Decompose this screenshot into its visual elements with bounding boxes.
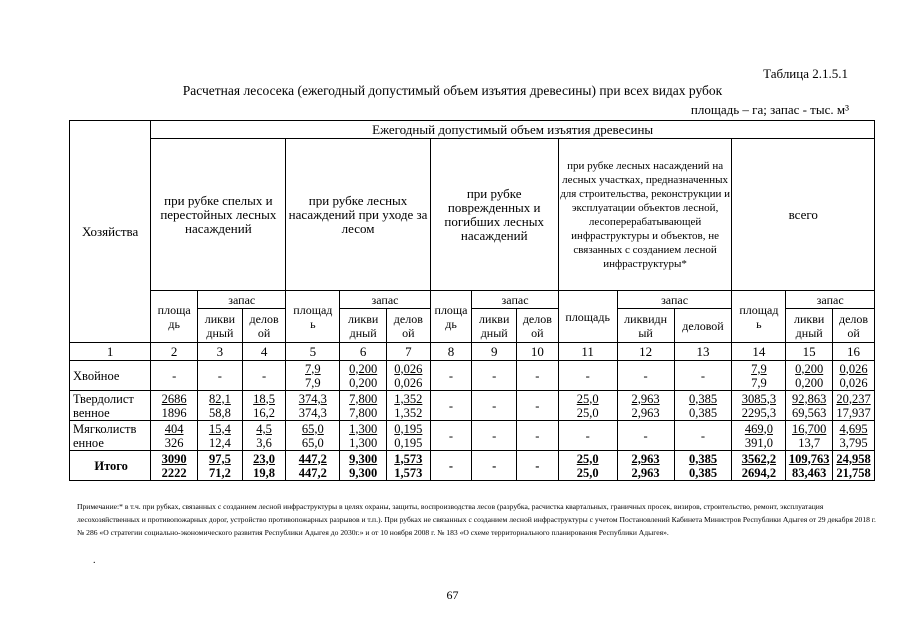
header-liquid-2: ликви дный [340, 309, 387, 343]
column-number: 1 [70, 343, 151, 361]
table-cell: 1,573 1,573 [387, 451, 431, 481]
row-label: Твердолист венное [70, 391, 151, 421]
header-business-5: делов ой [833, 309, 875, 343]
units-label: площадь – га; запас - тыс. м³ [690, 102, 849, 117]
table-cell: 24,958 21,758 [833, 451, 875, 481]
table-cell: 374,3 374,3 [286, 391, 340, 421]
table-cell: 7,9 7,9 [286, 361, 340, 391]
header-area-2: площад ь [286, 291, 340, 343]
column-number: 14 [732, 343, 786, 361]
table-cell: 1,300 1,300 [340, 421, 387, 451]
table-cell: 404 326 [151, 421, 198, 451]
table-cell: - [430, 391, 472, 421]
table-cell: - [472, 361, 517, 391]
column-number: 5 [286, 343, 340, 361]
header-care-cut: при рубке лесных насаждений при уходе за лесом [286, 139, 430, 291]
table-cell: 65,0 65,0 [286, 421, 340, 451]
table-cell: 23,0 19,8 [242, 451, 286, 481]
stray-dot: . [93, 555, 96, 566]
table-cell: - [617, 421, 674, 451]
column-number: 12 [617, 343, 674, 361]
header-stock-1: запас [198, 291, 286, 309]
table-cell: - [151, 361, 198, 391]
table-cell: - [674, 361, 732, 391]
header-liquid-4: ликвидн ый [617, 309, 674, 343]
table-cell: 25,0 25,0 [558, 451, 617, 481]
header-liquid-3: ликви дный [472, 309, 517, 343]
table-cell: - [430, 421, 472, 451]
table-cell: 97,5 71,2 [198, 451, 243, 481]
table-cell: 0,026 0,026 [833, 361, 875, 391]
header-stock-5: запас [786, 291, 875, 309]
column-number: 8 [430, 343, 472, 361]
header-business-1: делов ой [242, 309, 286, 343]
header-business-4: деловой [674, 309, 732, 343]
column-number: 16 [833, 343, 875, 361]
table-cell: 447,2 447,2 [286, 451, 340, 481]
table-cell: 4,695 3,795 [833, 421, 875, 451]
row-label: Итого [70, 451, 151, 481]
table-cell: 18,5 16,2 [242, 391, 286, 421]
table-cell: 3085,3 2295,3 [732, 391, 786, 421]
header-area-4: площадь [558, 291, 617, 343]
header-business-3: делов ой [517, 309, 559, 343]
table-cell: - [430, 361, 472, 391]
header-business-2: делов ой [387, 309, 431, 343]
column-number: 15 [786, 343, 833, 361]
header-farms: Хозяйства [70, 121, 151, 343]
table-cell: 469,0 391,0 [732, 421, 786, 451]
table-cell: - [472, 421, 517, 451]
table-cell: 109,763 83,463 [786, 451, 833, 481]
table-cell: 0,200 0,200 [340, 361, 387, 391]
allowable-cut-table [69, 120, 875, 481]
footnote: Примечание:* в т.ч. при рубках, связанных с созданием лесной инфраструктуры в целях охраны, защиты, воспроизводства лесов (разрубка, расчистка квартальных, граничных просек, визиров, строительство, ремонт, эксплуатация лесохозяйственных и противопожарных дорог, устройство противопожарных разрывов и т.п.). При рубках не связанных с созданием лесной инфраструктуры с учетом Постановлений Кабинета Министров Республики Адыгея от 29 декабря 2018 г. № 286 «О стратегии социально-экономического развития Республики Адыгея до 2030г.» и от 10 ноября 2008 г. № 183 «О схеме территориального планирования Республики Адыгея». [77, 502, 876, 537]
column-number: 13 [674, 343, 732, 361]
table-cell: 0,026 0,026 [387, 361, 431, 391]
header-annual: Ежегодный допустимый объем изъятия древесины [151, 121, 875, 139]
table-cell: 2686 1896 [151, 391, 198, 421]
table-row [70, 391, 875, 421]
table-cell: - [617, 361, 674, 391]
table-cell: 2,963 2,963 [617, 451, 674, 481]
table-cell: - [430, 451, 472, 481]
header-infrastructure-cut: при рубке лесных насаждений на лесных участках, предназначенных для строительства, реконструкции и эксплуатации объектов лесной, лесоперерабатывающей инфраструктуры и объектов, не связанных с созданием лесной инфраструктуры* [558, 139, 732, 291]
table-cell: 25,0 25,0 [558, 391, 617, 421]
table-cell: 0,195 0,195 [387, 421, 431, 451]
column-number: 6 [340, 343, 387, 361]
table-cell: - [558, 421, 617, 451]
column-number: 11 [558, 343, 617, 361]
page-number: 67 [446, 588, 459, 602]
table-cell: 1,352 1,352 [387, 391, 431, 421]
table-cell: 9,300 9,300 [340, 451, 387, 481]
table-row [70, 361, 875, 391]
table-cell: 0,385 0,385 [674, 451, 732, 481]
header-area-3: площа дь [430, 291, 472, 343]
table-cell: - [517, 451, 559, 481]
column-number: 9 [472, 343, 517, 361]
table-cell: 16,700 13,7 [786, 421, 833, 451]
header-stock-3: запас [472, 291, 558, 309]
table-cell: - [472, 391, 517, 421]
header-area-1: площа дь [151, 291, 198, 343]
header-damaged-cut: при рубке поврежденных и погибших лесных насаждений [430, 139, 558, 291]
table-title: Расчетная лесосека (ежегодный допустимый объем изъятия древесины) при всех видах рубок [182, 83, 723, 98]
table-number: Таблица 2.1.5.1 [763, 66, 848, 81]
row-label: Хвойное [70, 361, 151, 391]
table-cell: 0,200 0,200 [786, 361, 833, 391]
table-cell: 7,9 7,9 [732, 361, 786, 391]
table-row [70, 451, 875, 481]
table-cell: 82,1 58,8 [198, 391, 243, 421]
table-cell: 7,800 7,800 [340, 391, 387, 421]
column-numbers-row [70, 343, 875, 361]
header-total: всего [732, 139, 875, 291]
table-cell: - [472, 451, 517, 481]
table-row [70, 421, 875, 451]
column-number: 3 [198, 343, 243, 361]
header-stock-4: запас [617, 291, 732, 309]
table-cell: - [517, 391, 559, 421]
table-cell: - [242, 361, 286, 391]
header-area-5: площад ь [732, 291, 786, 343]
header-mature-cut: при рубке спелых и перестойных лесных насаждений [151, 139, 286, 291]
header-stock-2: запас [340, 291, 430, 309]
table-cell: - [674, 421, 732, 451]
column-number: 10 [517, 343, 559, 361]
table-cell: - [517, 361, 559, 391]
table-cell: 3562,2 2694,2 [732, 451, 786, 481]
table-cell: 20,237 17,937 [833, 391, 875, 421]
table-cell: 3090 2222 [151, 451, 198, 481]
table-cell: 0,385 0,385 [674, 391, 732, 421]
row-label: Мягколиств енное [70, 421, 151, 451]
column-number: 7 [387, 343, 431, 361]
table-cell: - [517, 421, 559, 451]
table-cell: 15,4 12,4 [198, 421, 243, 451]
header-liquid-5: ликви дный [786, 309, 833, 343]
header-liquid-1: ликви дный [198, 309, 243, 343]
table-cell: 2,963 2,963 [617, 391, 674, 421]
table-cell: 4,5 3,6 [242, 421, 286, 451]
column-number: 4 [242, 343, 286, 361]
column-number: 2 [151, 343, 198, 361]
table-cell: - [558, 361, 617, 391]
table-cell: 92,863 69,563 [786, 391, 833, 421]
table-cell: - [198, 361, 243, 391]
